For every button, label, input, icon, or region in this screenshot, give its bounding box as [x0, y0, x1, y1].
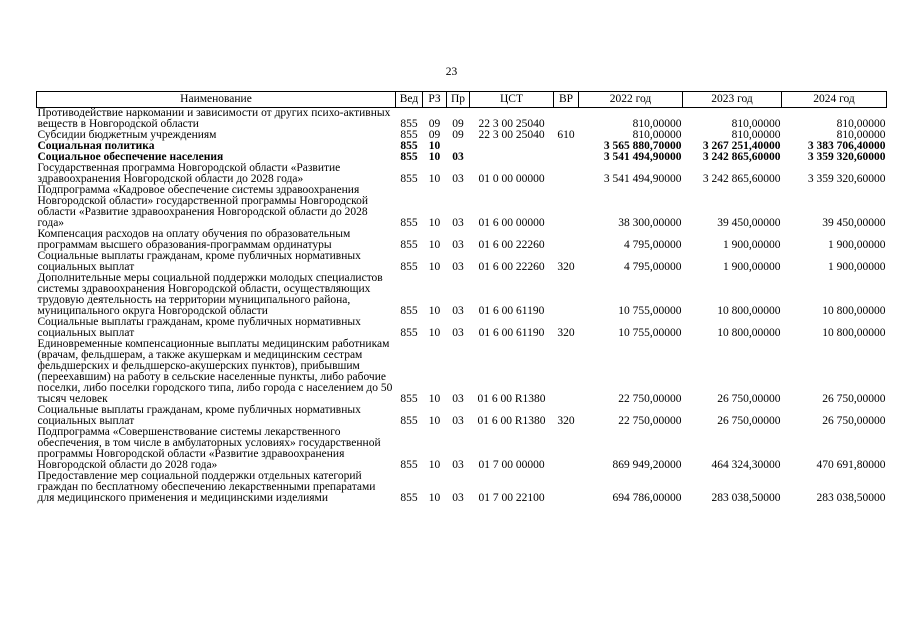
cell-rz: 10 [428, 151, 441, 163]
cell-ved: 855 [400, 459, 418, 471]
cell-cst: 22 3 00 25040 [478, 118, 545, 130]
cell-2023: 3 267 251,40000 [702, 140, 781, 152]
cell-name: Подпрограмма «Кадровое обеспечение системы здравоохранения Новгородской области» государственной программы Новгородской области «Развитие здравоохранения Новгородской области до 2028 года» [37, 184, 369, 229]
cell-2023: 26 750,00000 [717, 393, 781, 405]
cell-vr [554, 185, 579, 229]
cell-2023: 283 038,50000 [711, 492, 781, 504]
cell-ved: 855 [400, 173, 418, 185]
cell-vr: 320 [557, 415, 575, 427]
cell-ved: 855 [400, 415, 418, 427]
cell-vr [554, 427, 579, 471]
cell-2023: 1 900,00000 [723, 261, 781, 273]
cell-ved: 855 [400, 393, 418, 405]
cell-rz: 10 [428, 305, 441, 317]
cell-2022: 22 750,00000 [618, 393, 682, 405]
cell-2023: 464 324,30000 [711, 459, 781, 471]
cell-cst: 01 7 00 22100 [478, 492, 545, 504]
table-row [37, 163, 887, 185]
cell-cst: 01 7 00 00000 [478, 459, 545, 471]
cell-rz: 10 [428, 217, 441, 229]
cell-2022: 810,00000 [632, 129, 682, 141]
cell-pr: 09 [452, 129, 464, 141]
cell-ved: 855 [400, 129, 418, 141]
cell-cst: 01 6 00 22260 [478, 239, 545, 251]
cell-rz: 10 [428, 173, 441, 185]
cell-pr: 03 [452, 393, 464, 405]
cell-vr [554, 273, 579, 317]
cell-rz: 10 [428, 492, 441, 504]
cell-pr: 03 [452, 305, 464, 317]
cell-name: Социальное обеспечение населения [37, 151, 224, 163]
table-row [37, 339, 887, 405]
header-name: Наименование [37, 92, 396, 108]
cell-cst: 01 6 00 R1380 [477, 393, 546, 405]
table-body [37, 108, 887, 505]
cell-vr [554, 471, 579, 504]
cell-2024: 10 800,00000 [822, 327, 886, 339]
cell-2024: 39 450,00000 [822, 217, 886, 229]
cell-vr [554, 141, 579, 152]
cell-2024: 1 900,00000 [828, 239, 886, 251]
cell-2023: 26 750,00000 [717, 415, 781, 427]
cell-2022: 4 795,00000 [624, 261, 682, 273]
cell-pr: 03 [452, 173, 464, 185]
cell-pr: 03 [452, 327, 464, 339]
cell-rz: 10 [428, 459, 441, 471]
cell-rz: 10 [428, 415, 441, 427]
cell-cst: 01 6 00 61190 [478, 327, 545, 339]
cell-name: Противодействие наркомании и зависимости от других психо-активных веществ в Новгородской области [37, 107, 391, 130]
cell-ved: 855 [400, 118, 418, 130]
header-pr: Пр [447, 92, 470, 108]
cell-2024: 3 359 320,60000 [807, 173, 886, 185]
cell-ved: 855 [400, 305, 418, 317]
cell-2023: 10 800,00000 [717, 305, 781, 317]
cell-2024: 26 750,00000 [822, 415, 886, 427]
cell-ved: 855 [400, 239, 418, 251]
header-cst: ЦСТ [470, 92, 554, 108]
table-row [37, 251, 887, 273]
cell-pr: 03 [452, 217, 464, 229]
cell-2022: 3 541 494,90000 [603, 151, 682, 163]
table-row [37, 185, 887, 229]
cell-pr: 09 [452, 118, 464, 130]
cell-vr [554, 108, 579, 131]
cell-2022: 10 755,00000 [618, 305, 682, 317]
cell-pr: 03 [452, 415, 464, 427]
cell-2022: 869 949,20000 [612, 459, 682, 471]
cell-2023: 810,00000 [731, 129, 781, 141]
cell-cst: 01 6 00 00000 [478, 217, 545, 229]
cell-pr: 03 [452, 261, 464, 273]
cell-2023: 1 900,00000 [723, 239, 781, 251]
table-row [37, 405, 887, 427]
page-number: 23 [445, 66, 458, 78]
cell-2024: 3 383 706,40000 [807, 140, 886, 152]
cell-cst: 22 3 00 25040 [478, 129, 545, 141]
cell-2023: 10 800,00000 [717, 327, 781, 339]
header-ved: Вед [396, 92, 423, 108]
cell-cst: 01 6 00 61190 [478, 305, 545, 317]
cell-cst [470, 141, 554, 152]
header-2023: 2023 год [683, 92, 782, 108]
cell-pr: 03 [452, 239, 464, 251]
cell-pr: 03 [452, 459, 464, 471]
table-header-row [37, 92, 887, 108]
cell-vr: 320 [557, 327, 575, 339]
cell-ved: 855 [400, 217, 418, 229]
cell-2022: 3 565 880,70000 [603, 140, 682, 152]
cell-2024: 26 750,00000 [822, 393, 886, 405]
cell-2022: 694 786,00000 [612, 492, 682, 504]
header-vr: ВР [554, 92, 579, 108]
cell-ved: 855 [400, 151, 418, 163]
cell-2024: 810,00000 [836, 118, 886, 130]
cell-rz: 09 [428, 118, 441, 130]
cell-vr [554, 229, 579, 251]
table-row [37, 317, 887, 339]
cell-rz: 10 [428, 239, 441, 251]
cell-vr: 610 [557, 129, 575, 141]
cell-name: Дополнительные меры социальной поддержки молодых специалистов системы здравоохранения Новгородской области, осуществляющих трудовую деятельность на территории муниципального района, муниципального округа Новгородской области [37, 272, 383, 317]
cell-2024: 810,00000 [836, 129, 886, 141]
cell-ved: 855 [400, 327, 418, 339]
cell-ved: 855 [400, 492, 418, 504]
table-row [37, 108, 887, 131]
cell-name: Государственная программа Новгородской области «Развитие здравоохранения Новгородской области до 2028 года» [37, 162, 341, 185]
cell-name: Социальные выплаты гражданам, кроме публичных нормативных социальных выплат [37, 316, 361, 339]
cell-name: Единовременные компенсационные выплаты медицинским работникам (врачам, фельдшерам, а также акушеркам и медицинским сестрам фельдшерских и фельдшерско-акушерских пунктов), прибывшим (переехавшим) на работу в сельские населенные пункты, либо рабочие поселки, либо поселки городского типа, либо города с населением до 50 тысяч человек [37, 338, 393, 405]
header-2022: 2022 год [579, 92, 683, 108]
cell-vr [554, 163, 579, 185]
cell-rz: 10 [428, 393, 441, 405]
cell-name: Социальная политика [37, 140, 155, 152]
cell-cst: 01 6 00 22260 [478, 261, 545, 273]
table-row [37, 273, 887, 317]
cell-name: Социальные выплаты гражданам, кроме публичных нормативных социальных выплат [37, 404, 361, 427]
cell-name: Предоставление мер социальной поддержки отдельных категорий граждан по бесплатному обеспечению лекарственными препаратами для медицинского применения и медицинскими изделиями [37, 470, 376, 504]
table-row [37, 229, 887, 251]
cell-rz: 10 [428, 261, 441, 273]
cell-cst: 01 0 00 00000 [478, 173, 545, 185]
cell-pr: 03 [452, 492, 464, 504]
cell-name: Субсидии бюджетным учреждениям [37, 129, 217, 141]
cell-2023: 3 242 865,60000 [702, 173, 781, 185]
cell-vr [554, 152, 579, 163]
cell-ved: 855 [400, 261, 418, 273]
cell-2024: 283 038,50000 [816, 492, 886, 504]
cell-cst: 01 6 00 R1380 [477, 415, 546, 427]
cell-pr: 03 [452, 151, 464, 163]
cell-rz: 10 [428, 327, 441, 339]
cell-name: Компенсация расходов на оплату обучения по образовательным программам высшего образования-программам ординатуры [37, 228, 351, 251]
cell-2022: 38 300,00000 [618, 217, 682, 229]
cell-vr: 320 [557, 261, 575, 273]
cell-2022: 4 795,00000 [624, 239, 682, 251]
cell-2024: 1 900,00000 [828, 261, 886, 273]
cell-2024: 10 800,00000 [822, 305, 886, 317]
cell-rz: 09 [428, 129, 441, 141]
table-row [37, 471, 887, 504]
cell-2022: 810,00000 [632, 118, 682, 130]
table-row [37, 427, 887, 471]
cell-2022: 10 755,00000 [618, 327, 682, 339]
cell-cst [470, 152, 554, 163]
cell-2022: 3 541 494,90000 [603, 173, 682, 185]
budget-table [36, 91, 887, 504]
cell-2024: 3 359 320,60000 [807, 151, 886, 163]
header-2024: 2024 год [782, 92, 887, 108]
cell-2022: 22 750,00000 [618, 415, 682, 427]
cell-2023: 39 450,00000 [717, 217, 781, 229]
cell-2023: 810,00000 [731, 118, 781, 130]
cell-2023: 3 242 865,60000 [702, 151, 781, 163]
cell-ved: 855 [400, 140, 418, 152]
cell-name: Социальные выплаты гражданам, кроме публичных нормативных социальных выплат [37, 250, 361, 273]
cell-name: Подпрограмма «Совершенствование системы лекарственного обеспечения, в том числе в амбулаторных условиях» государственной программы Новгородской области «Развитие здравоохранения Новгородской области до 2028 года» [37, 426, 381, 471]
cell-rz: 10 [428, 140, 441, 152]
cell-vr [554, 339, 579, 405]
cell-2024: 470 691,80000 [816, 459, 886, 471]
header-rz: РЗ [423, 92, 447, 108]
